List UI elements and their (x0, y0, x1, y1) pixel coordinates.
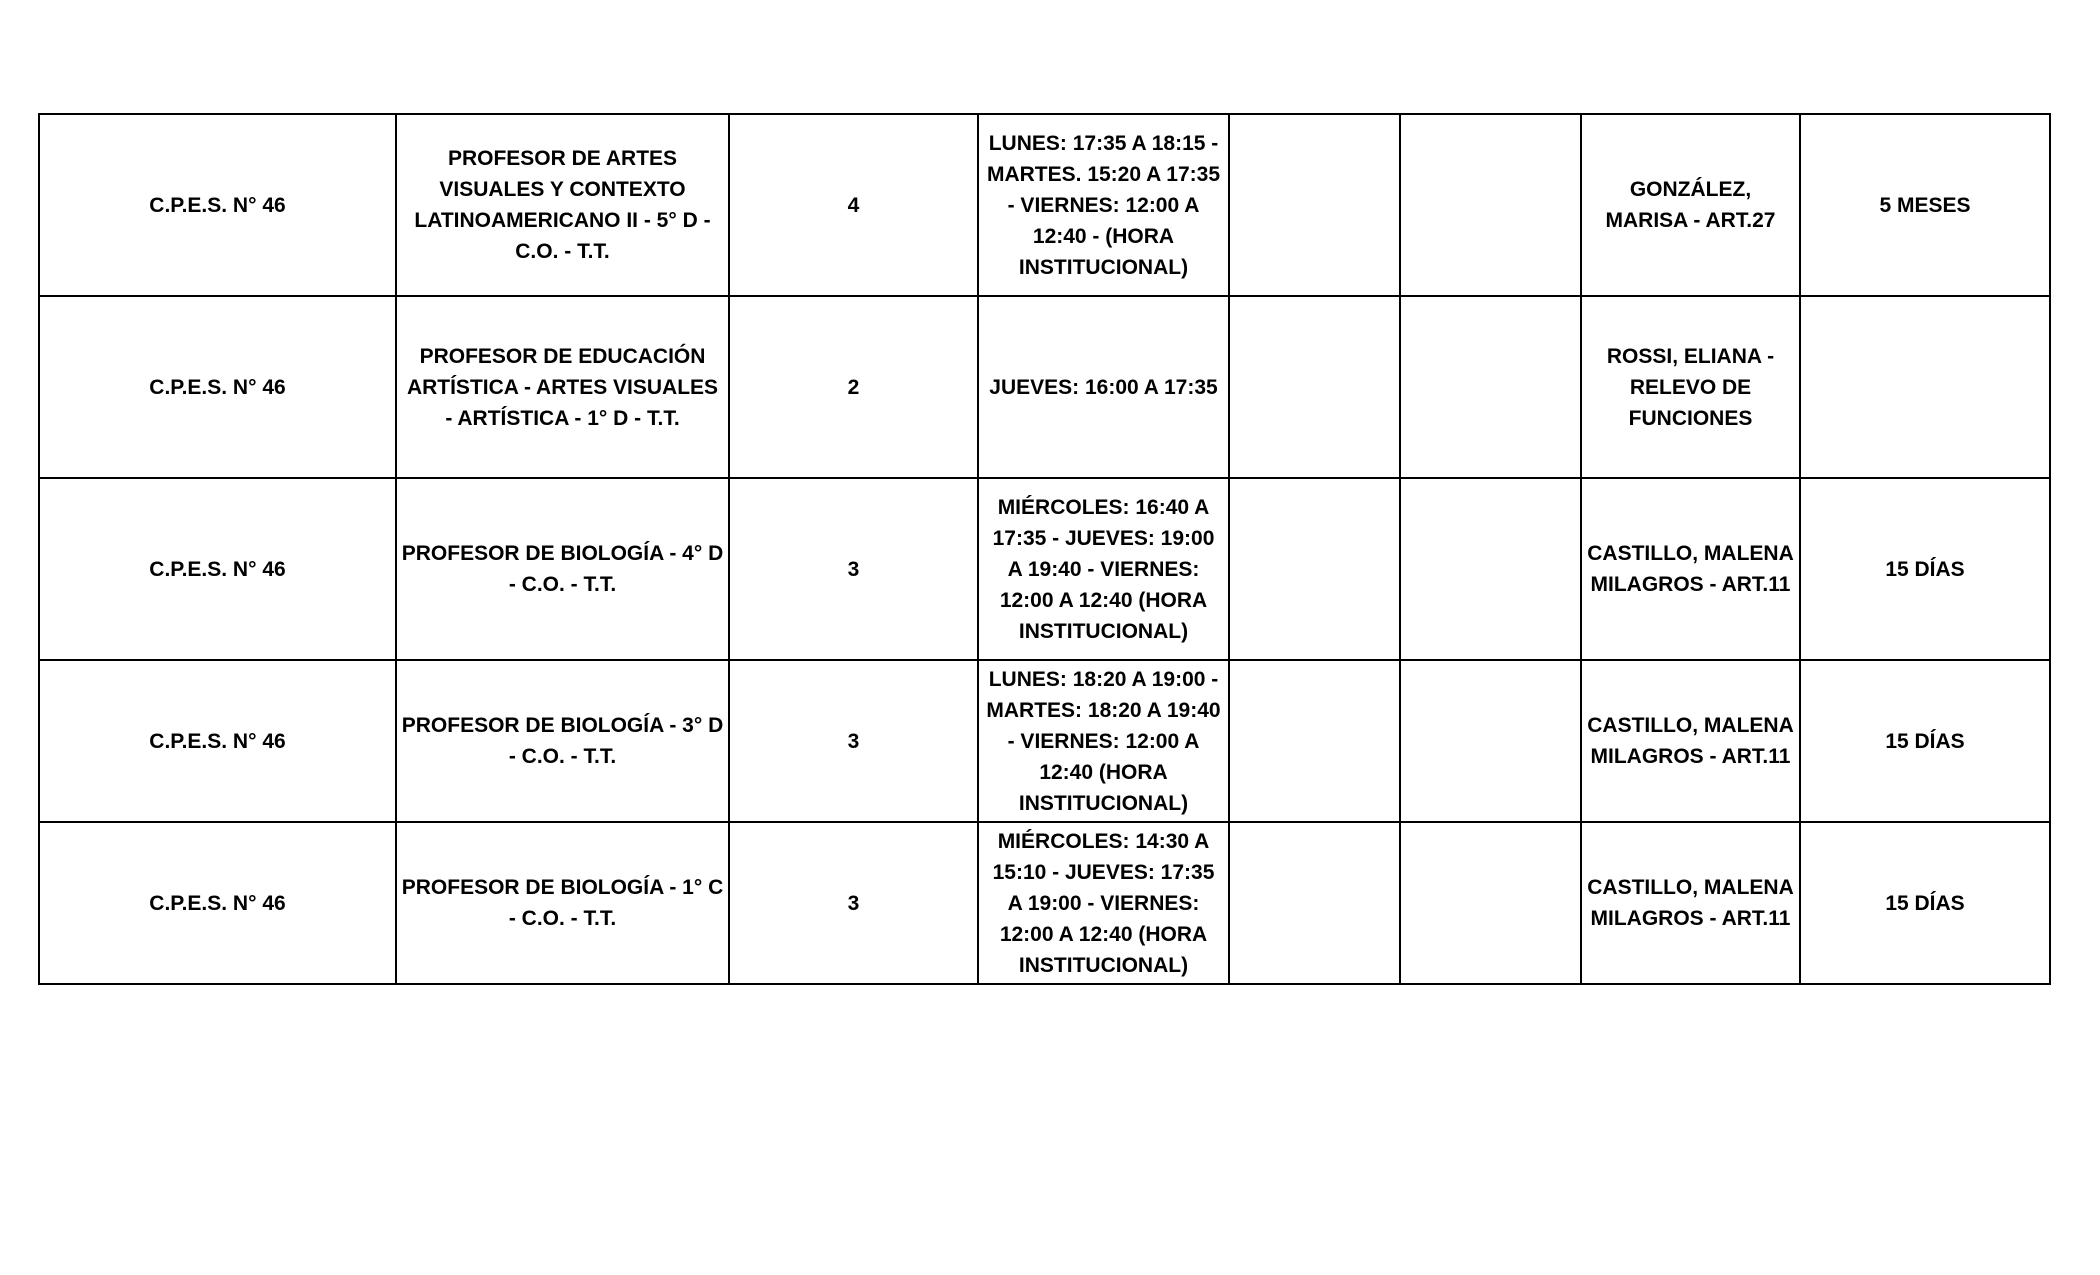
table-row (39, 660, 2050, 822)
empty-cell (1400, 296, 1581, 478)
empty-cell (1229, 822, 1400, 984)
hours-cell: 3 (729, 660, 978, 822)
empty-cell (1229, 114, 1400, 296)
teacher-cell: CASTILLO, MALENA MILAGROS - ART.11 (1581, 478, 1800, 660)
duration-cell: 15 DÍAS (1800, 822, 2050, 984)
schedule-cell: MIÉRCOLES: 14:30 A 15:10 - JUEVES: 17:35 A 19:00 - VIERNES: 12:00 A 12:40 (HORA INSTITUCIONAL) (978, 822, 1229, 984)
schedule-cell: LUNES: 17:35 A 18:15 - MARTES. 15:20 A 17:35 - VIERNES: 12:00 A 12:40 - (HORA INSTITUCIONAL) (978, 114, 1229, 296)
empty-cell (1229, 660, 1400, 822)
schedule-cell: JUEVES: 16:00 A 17:35 (978, 296, 1229, 478)
schedule-cell: LUNES: 18:20 A 19:00 - MARTES: 18:20 A 19:40 - VIERNES: 12:00 A 12:40 (HORA INSTITUCIONAL) (978, 660, 1229, 822)
table-row (39, 822, 2050, 984)
institution-cell: C.P.E.S. N° 46 (39, 478, 396, 660)
teacher-cell: GONZÁLEZ, MARISA - ART.27 (1581, 114, 1800, 296)
table-row (39, 296, 2050, 478)
teacher-cell: CASTILLO, MALENA MILAGROS - ART.11 (1581, 660, 1800, 822)
empty-cell (1400, 114, 1581, 296)
position-cell: PROFESOR DE BIOLOGÍA - 1° C - C.O. - T.T. (396, 822, 729, 984)
hours-cell: 4 (729, 114, 978, 296)
position-cell: PROFESOR DE ARTES VISUALES Y CONTEXTO LATINOAMERICANO II - 5° D - C.O. - T.T. (396, 114, 729, 296)
empty-cell (1400, 660, 1581, 822)
empty-cell (1229, 296, 1400, 478)
institution-cell: C.P.E.S. N° 46 (39, 296, 396, 478)
hours-cell: 3 (729, 478, 978, 660)
schedule-cell: MIÉRCOLES: 16:40 A 17:35 - JUEVES: 19:00 A 19:40 - VIERNES: 12:00 A 12:40 (HORA INSTITUCIONAL) (978, 478, 1229, 660)
hours-cell: 3 (729, 822, 978, 984)
empty-cell (1229, 478, 1400, 660)
duration-cell: 5 MESES (1800, 114, 2050, 296)
vacancy-sheet (38, 113, 2049, 985)
table-row (39, 114, 2050, 296)
position-cell: PROFESOR DE EDUCACIÓN ARTÍSTICA - ARTES VISUALES - ARTÍSTICA - 1° D - T.T. (396, 296, 729, 478)
empty-cell (1400, 822, 1581, 984)
teacher-cell: ROSSI, ELIANA - RELEVO DE FUNCIONES (1581, 296, 1800, 478)
institution-cell: C.P.E.S. N° 46 (39, 822, 396, 984)
institution-cell: C.P.E.S. N° 46 (39, 660, 396, 822)
duration-cell (1800, 296, 2050, 478)
institution-cell: C.P.E.S. N° 46 (39, 114, 396, 296)
duration-cell: 15 DÍAS (1800, 660, 2050, 822)
empty-cell (1400, 478, 1581, 660)
table-row (39, 478, 2050, 660)
duration-cell: 15 DÍAS (1800, 478, 2050, 660)
teacher-cell: CASTILLO, MALENA MILAGROS - ART.11 (1581, 822, 1800, 984)
vacancy-table (38, 113, 2051, 985)
position-cell: PROFESOR DE BIOLOGÍA - 3° D - C.O. - T.T. (396, 660, 729, 822)
position-cell: PROFESOR DE BIOLOGÍA - 4° D - C.O. - T.T. (396, 478, 729, 660)
hours-cell: 2 (729, 296, 978, 478)
